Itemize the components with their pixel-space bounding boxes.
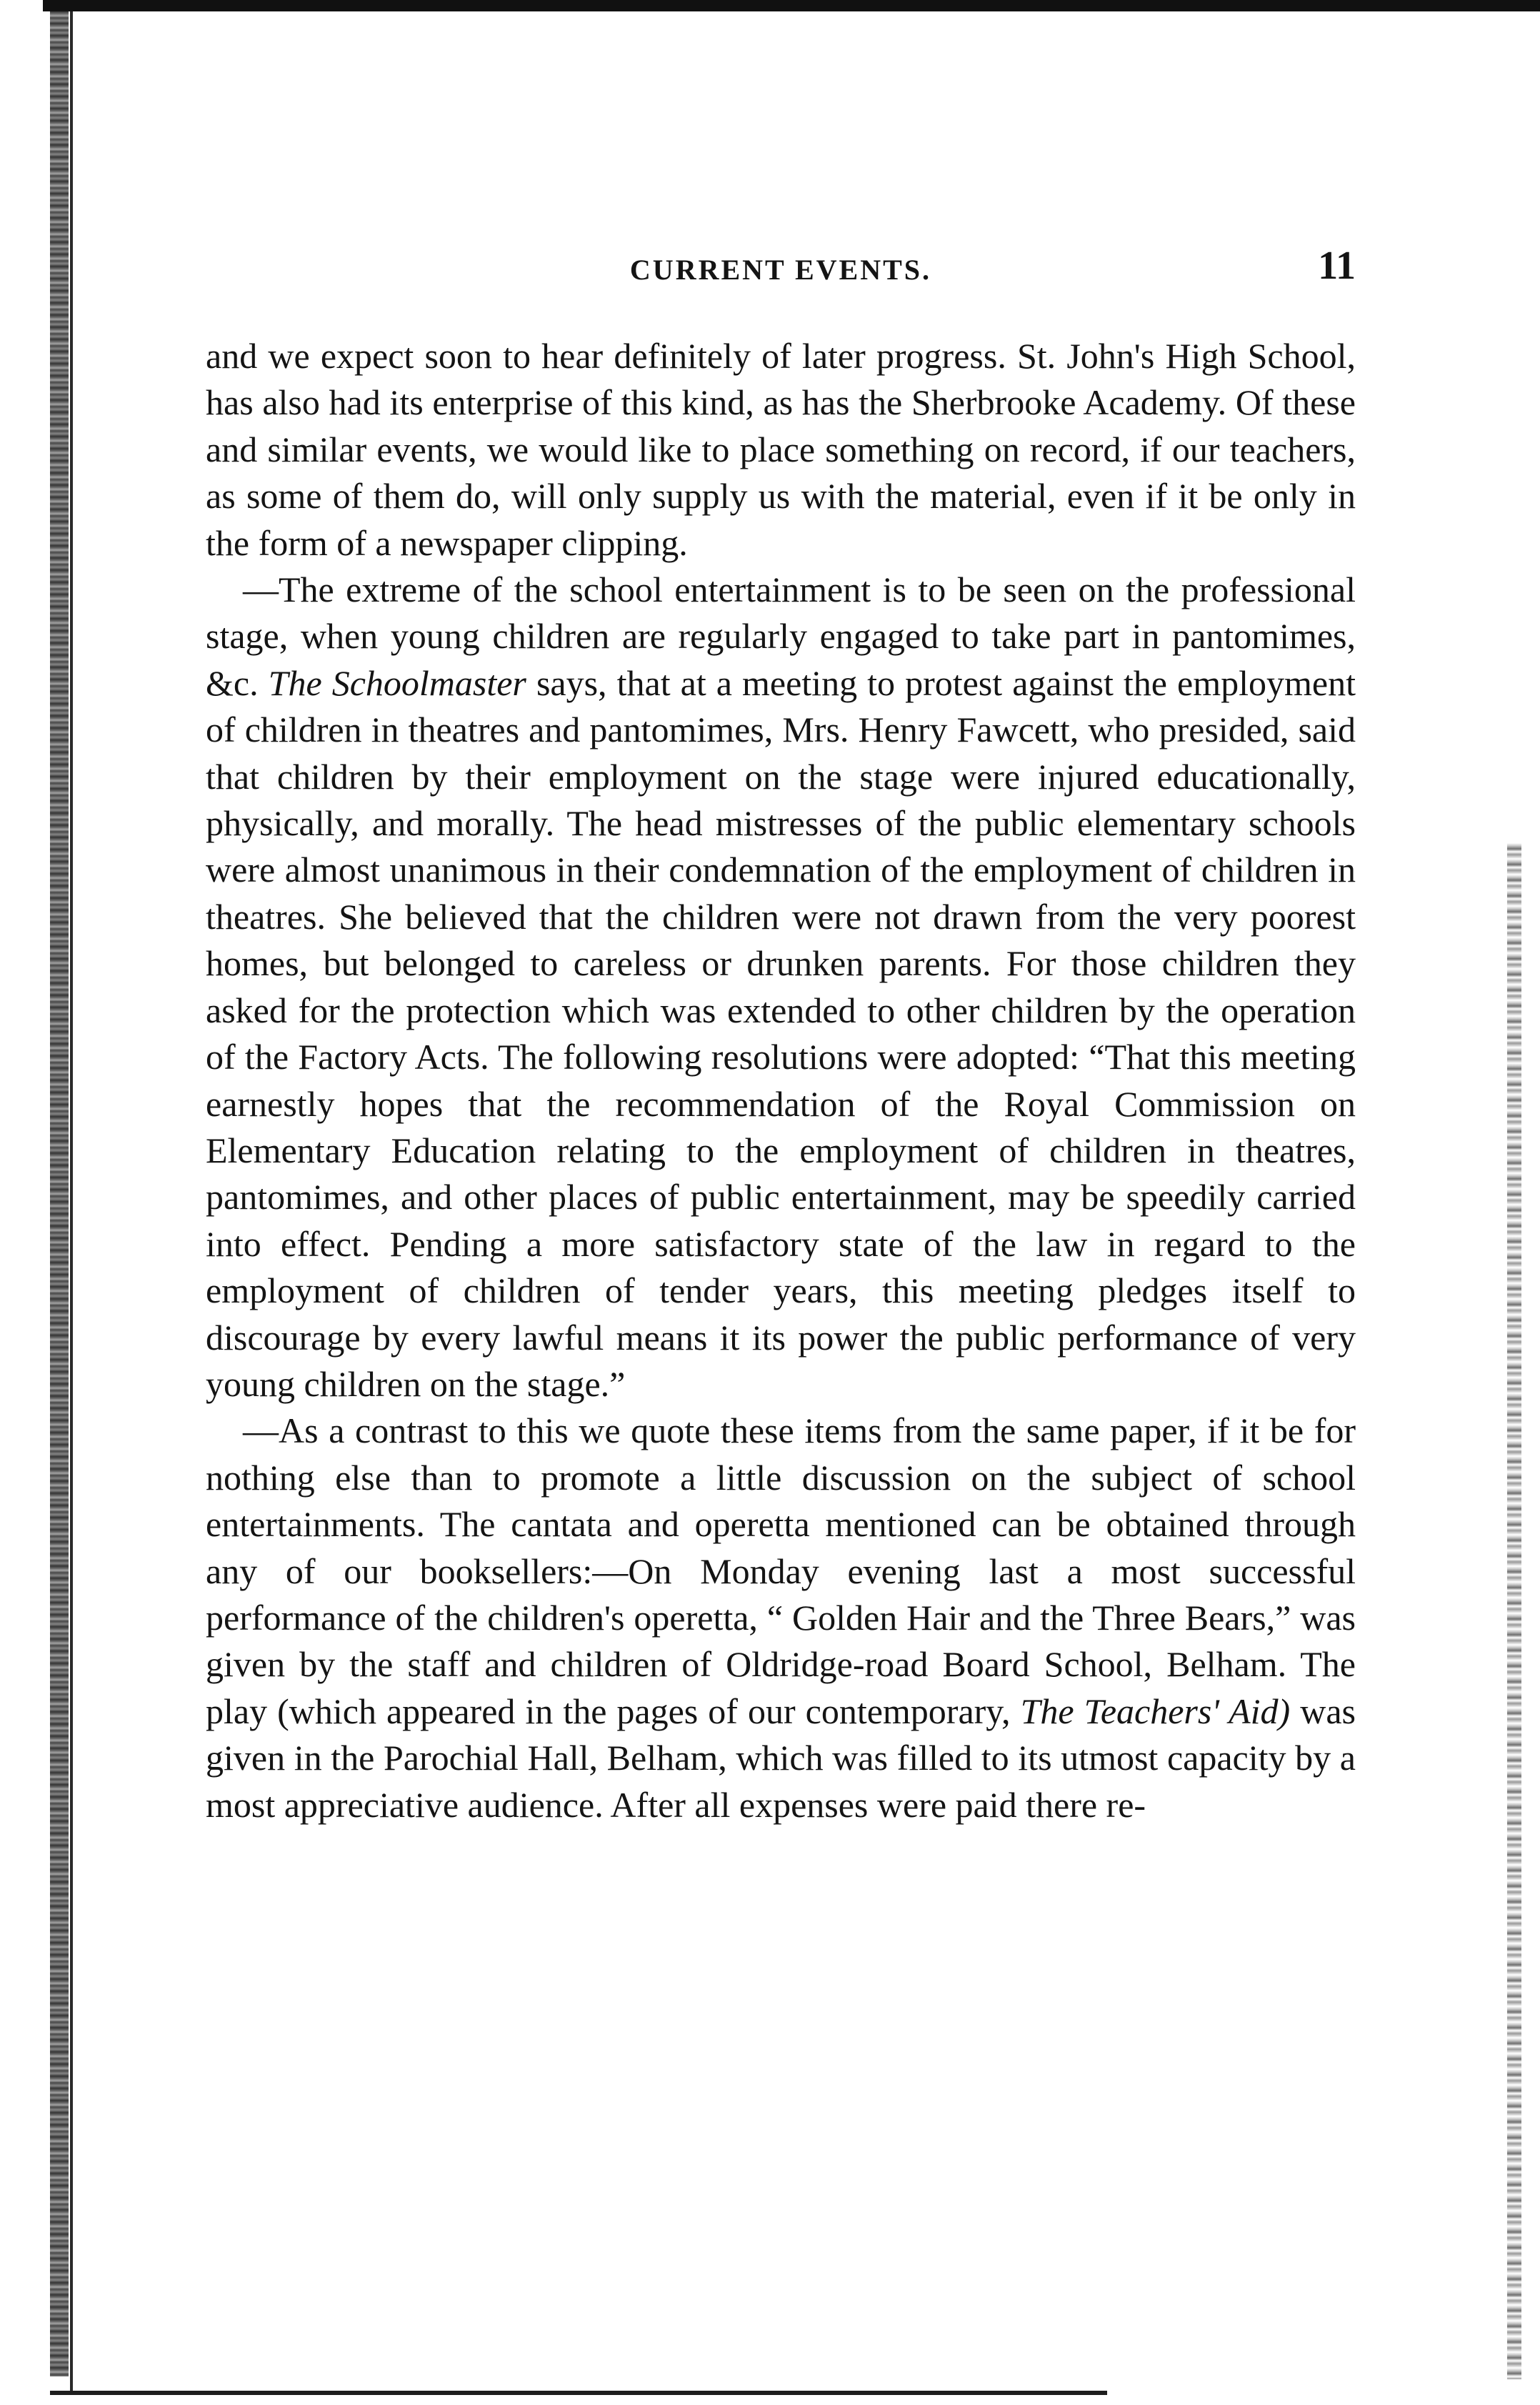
body-text bbox=[206, 333, 1356, 1828]
paragraph-3-text-a: —As a contrast to this we quote these items from the same paper, if it be for nothing else than to promote a little discussion on the subject of school entertainments. The cantata and operetta mentioned can be obtained through any of our booksellers:—On Monday evening last a most successful performance of the children's operetta, “ Golden Hair and the Three Bears,” was given by the staff and children of Oldridge-road Board School, Belham. The play (which appeared in the pages of our contemporary, bbox=[206, 1410, 1356, 1731]
paragraph-1-text: and we expect soon to hear definitely of later progress. St. John's High School, has also had its enterprise of this kind, as has the Sherbrooke Academy. Of these and similar events, we would like to place something on record, if our teachers, as some of them do, will only supply us with the material, even if it be only in the form of a newspaper clipping. bbox=[206, 336, 1356, 563]
paragraph-3-text-b: was given in the Parochial Hall, Belham, which was filled to its utmost capacity by a most appreciative audience. After all expenses were paid there re- bbox=[206, 1691, 1356, 1825]
paragraph-3 bbox=[206, 1408, 1356, 1828]
scan-right-edge-noise bbox=[1507, 843, 1521, 2379]
book-page bbox=[206, 243, 1356, 1828]
scan-top-border bbox=[43, 0, 1540, 11]
paragraph-2-text-a: —The extreme of the school entertainment is to be seen on the professional stage, when young children are regularly engaged to take part in pantomimes, &c. bbox=[206, 569, 1356, 703]
running-head-title: CURRENT EVENTS. bbox=[629, 254, 932, 286]
paragraph-2-text-b: says, that at a meeting to protest against the employment of children in theatres and pantomimes, Mrs. Henry Fawcett, who presided, said that children by their employment on the stage were injured educationally, physically, and morally. The head mistresses of the public elementary schools were almost unanimous in their condemnation of the employment of children in theatres. She believed that the children were not drawn from the very poorest homes, but belonged to careless or drunken parents. For those children they asked for the protection which was extended to other children by the operation of the Factory Acts. The following resolutions were adopted: “That this meeting earnestly hopes that the recommendation of the Royal Commission on Elementary Education relating to the employment of children in theatres, pantomimes, and other places of public entertainment, may be speedily carried into effect. Pending a more satisfactory state of the law in regard to the employment of children of tender years, this meeting pledges itself to discourage by every lawful means it its power the public performance of very young children on the stage.” bbox=[206, 662, 1356, 1404]
scan-bottom-border bbox=[50, 2391, 1107, 2395]
paragraph-3-italic-title: The Teachers' Aid) bbox=[1020, 1691, 1291, 1731]
paragraph-2 bbox=[206, 567, 1356, 1408]
page-number: 11 bbox=[1318, 244, 1356, 288]
running-head bbox=[206, 243, 1356, 300]
scan-left-border-line bbox=[70, 11, 73, 2391]
paragraph-1 bbox=[206, 333, 1356, 567]
scan-left-binding-edge bbox=[50, 11, 69, 2376]
paragraph-2-italic-title: The Schoolmaster bbox=[268, 662, 526, 703]
